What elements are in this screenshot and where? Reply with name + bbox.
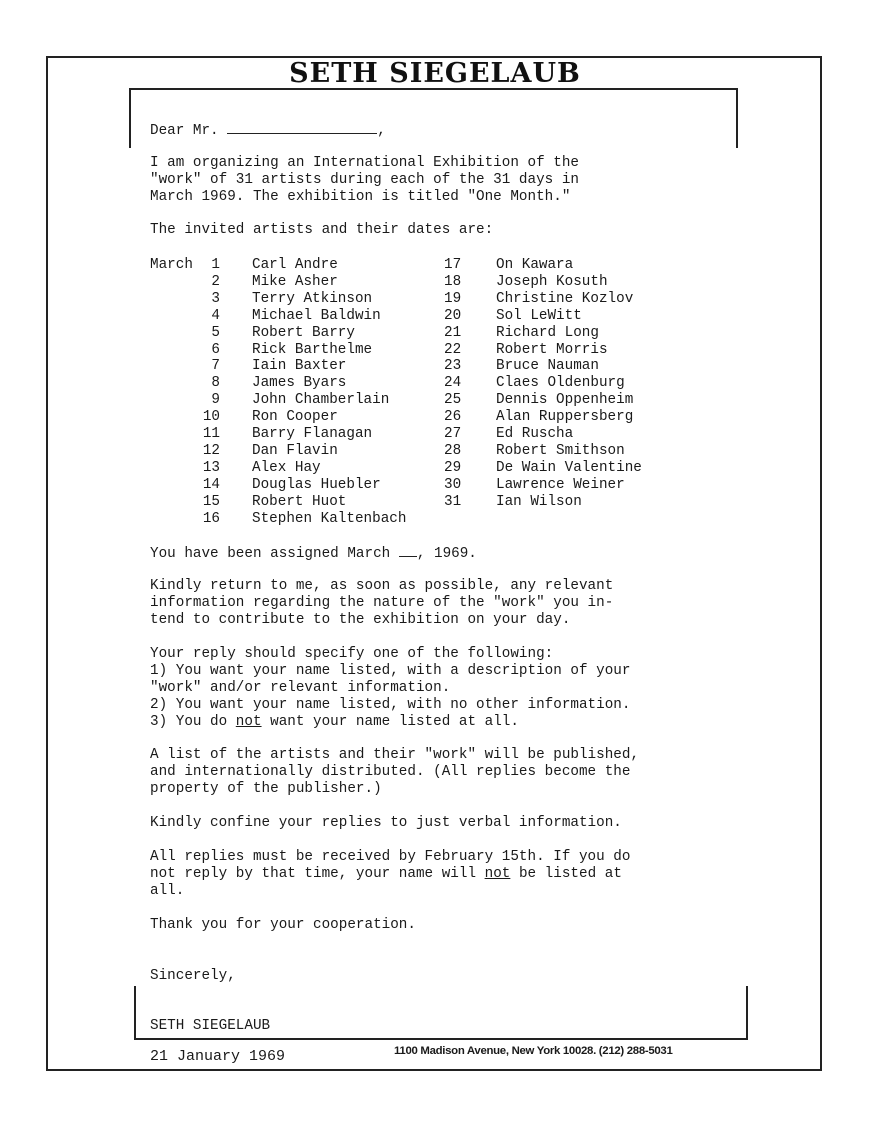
verbal-paragraph: Kindly confine your replies to just verbal information. xyxy=(150,815,622,831)
thanks-line: Thank you for your cooperation. xyxy=(150,917,416,933)
deadline-before: not reply by that time, your name will xyxy=(150,865,485,882)
salutation: Dear Mr. , xyxy=(150,123,386,139)
artist-day: 1 xyxy=(211,257,220,273)
artist-day: 14 xyxy=(202,476,220,493)
artist-day: 31 xyxy=(444,493,462,510)
artist-name: Dennis Oppenheim xyxy=(496,392,634,409)
artist-day: 16 xyxy=(202,510,220,527)
option3-before: 3) You do xyxy=(150,713,236,730)
artist-day: 2 xyxy=(211,273,220,290)
artist-day: 10 xyxy=(202,409,220,426)
artist-day: 12 xyxy=(202,442,220,459)
artist-name: Alex Hay xyxy=(252,459,321,476)
reply-line: Your reply should specify one of the following: xyxy=(150,646,554,662)
invited-heading: The invited artists and their dates are: xyxy=(150,222,494,238)
letterhead-title: SETH SIEGELAUB xyxy=(289,58,581,89)
artist-name: Michael Baldwin xyxy=(252,307,381,324)
artist-day: 30 xyxy=(444,476,462,493)
deadline-line: All replies must be received by February 15th. If you do xyxy=(150,849,631,865)
return-line: information regarding the nature of the "work" you in- xyxy=(150,594,614,611)
artist-name: Barry Flanagan xyxy=(252,426,373,443)
artist-name: Terry Atkinson xyxy=(252,290,373,307)
artist-name: Robert Huot xyxy=(252,493,347,510)
intro-line: I am organizing an International Exhibition of the xyxy=(150,155,579,171)
artist-day: 25 xyxy=(444,392,462,409)
publish-line: property of the publisher.) xyxy=(150,780,382,797)
closing: Sincerely, xyxy=(150,968,236,984)
artist-name: Robert Morris xyxy=(496,341,608,358)
option3-after: want your name listed at all. xyxy=(261,713,519,730)
artist-name: Ed Ruscha xyxy=(496,426,574,443)
artist-day: 19 xyxy=(444,290,462,307)
deadline-line xyxy=(150,866,630,883)
deadline-not: not xyxy=(484,865,511,882)
artist-day: 27 xyxy=(444,426,462,443)
artist-day: 4 xyxy=(211,307,220,324)
reply-option-3 xyxy=(150,714,630,731)
assigned-line xyxy=(150,544,477,563)
artist-name: Dan Flavin xyxy=(252,442,338,459)
artist-day: 13 xyxy=(202,459,220,476)
artist-name: De Wain Valentine xyxy=(496,459,642,476)
artist-name: Douglas Huebler xyxy=(252,476,381,493)
artist-name: Joseph Kosuth xyxy=(496,273,608,290)
right-name-column xyxy=(496,257,642,511)
letter-date: 21 January 1969 xyxy=(150,1048,286,1065)
assigned-text: You have been assigned March xyxy=(150,546,391,562)
intro-line: March 1969. The exhibition is titled "One Month." xyxy=(150,188,571,205)
artist-day: 8 xyxy=(211,375,220,392)
artist-day: 18 xyxy=(444,273,462,290)
artist-name: Richard Long xyxy=(496,324,599,341)
publish-line: and internationally distributed. (All replies become the xyxy=(150,763,631,780)
artist-name: Sol LeWitt xyxy=(496,307,582,324)
artist-name: On Kawara xyxy=(496,257,574,273)
deadline-after: be listed at xyxy=(510,865,622,882)
return-paragraph xyxy=(150,578,613,629)
artist-name: Iain Baxter xyxy=(252,358,347,375)
reply-paragraph xyxy=(150,646,630,731)
publish-line: A list of the artists and their "work" will be published, xyxy=(150,747,640,763)
salutation-text: Dear Mr. xyxy=(150,123,219,139)
artist-name: Lawrence Weiner xyxy=(496,476,625,493)
reply-line: "work" and/or relevant information. xyxy=(150,679,451,696)
return-line: Kindly return to me, as soon as possible, any relevant xyxy=(150,578,614,594)
artist-day: 21 xyxy=(444,324,462,341)
signature-name: SETH SIEGELAUB xyxy=(150,1018,271,1034)
artist-day: 26 xyxy=(444,409,462,426)
artist-day: 28 xyxy=(444,442,462,459)
artist-name: Bruce Nauman xyxy=(496,358,599,375)
letterhead-address: 1100 Madison Avenue, New York 10028. (212) 288-5031 xyxy=(394,1045,673,1057)
artist-day: 29 xyxy=(444,459,462,476)
artist-name: Ian Wilson xyxy=(496,493,582,510)
intro-line: "work" of 31 artists during each of the 31 days in xyxy=(150,171,579,188)
artist-name: James Byars xyxy=(252,375,347,392)
artist-name: Robert Barry xyxy=(252,324,355,341)
right-day-column xyxy=(444,257,461,511)
artist-day: 7 xyxy=(211,358,220,375)
artist-name: Stephen Kaltenbach xyxy=(252,510,407,527)
artist-name: Claes Oldenburg xyxy=(496,375,625,392)
option3-not: not xyxy=(235,713,262,730)
artist-day: 23 xyxy=(444,358,462,375)
deadline-line: all. xyxy=(150,882,185,899)
intro-paragraph xyxy=(150,155,579,206)
artist-day: 9 xyxy=(211,392,220,409)
artist-name: Christine Kozlov xyxy=(496,290,634,307)
artist-day: 17 xyxy=(444,257,462,273)
artist-name: Mike Asher xyxy=(252,273,338,290)
artist-day: 20 xyxy=(444,307,462,324)
month-label: March xyxy=(150,257,193,273)
artist-day: 24 xyxy=(444,375,462,392)
artist-name: Alan Ruppersberg xyxy=(496,409,634,426)
reply-line: 2) You want your name listed, with no other information. xyxy=(150,696,631,713)
artist-name: Ron Cooper xyxy=(252,409,338,426)
return-line: tend to contribute to the exhibition on your day. xyxy=(150,611,571,628)
assigned-year: , 1969. xyxy=(416,546,477,562)
artist-day: 22 xyxy=(444,341,462,358)
artist-day: 6 xyxy=(211,341,220,358)
artist-day: 11 xyxy=(202,426,220,443)
left-name-column xyxy=(252,257,406,528)
artist-day: 5 xyxy=(211,324,220,341)
artist-name: Robert Smithson xyxy=(496,442,625,459)
artist-name: Rick Barthelme xyxy=(252,341,373,358)
artist-day: 3 xyxy=(211,290,220,307)
publish-paragraph xyxy=(150,747,639,798)
artist-day: 15 xyxy=(202,493,220,510)
left-day-column xyxy=(196,257,220,528)
name-blank-line xyxy=(227,121,377,134)
artist-name: Carl Andre xyxy=(252,257,338,273)
deadline-paragraph xyxy=(150,849,630,900)
date-blank-line xyxy=(399,544,417,557)
reply-line: 1) You want your name listed, with a description of your xyxy=(150,662,631,679)
artist-name: John Chamberlain xyxy=(252,392,390,409)
